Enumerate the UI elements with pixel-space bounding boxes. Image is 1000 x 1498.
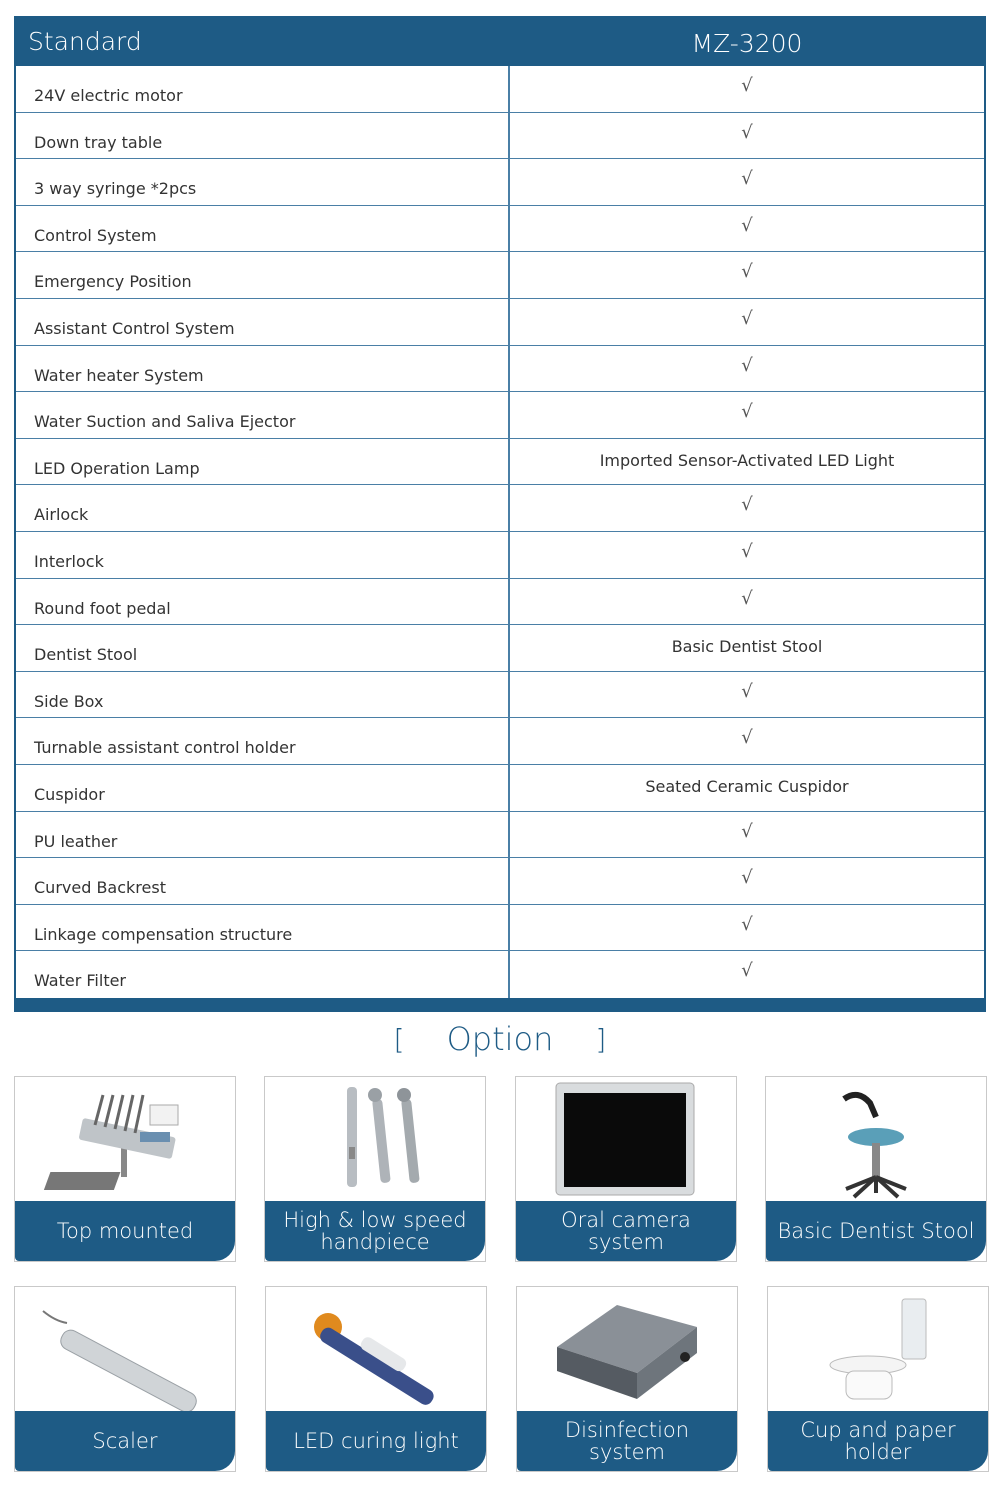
feature-cell: Airlock [16, 485, 510, 531]
header-standard: Standard [28, 27, 142, 56]
table-header [16, 18, 984, 66]
value-cell: Seated Ceramic Cuspidor [645, 776, 849, 796]
table-row [16, 159, 984, 206]
feature-cell: Interlock [16, 532, 510, 578]
table-row [16, 392, 984, 439]
value-cell: Imported Sensor-Activated LED Light [599, 450, 895, 470]
feature-cell: Cuspidor [16, 765, 510, 811]
option-label: Top mounted [15, 1201, 235, 1261]
handpiece-icon [265, 1077, 485, 1203]
cup-holder-icon [768, 1287, 988, 1413]
feature-cell: Linkage compensation structure [16, 905, 510, 951]
table-row [16, 485, 984, 532]
option-label: Oral camera system [516, 1201, 736, 1261]
option-card-disinfection[interactable] [516, 1286, 738, 1472]
table-row [16, 113, 984, 160]
feature-cell: 24V electric motor [16, 66, 510, 112]
scaler-icon [15, 1287, 235, 1413]
checkmark-icon: √ [741, 680, 753, 702]
checkmark-icon: √ [741, 727, 753, 749]
feature-cell: Control System [16, 206, 510, 252]
option-card-dentist-stool[interactable] [765, 1076, 987, 1262]
option-label: Cup and paper holder [768, 1411, 988, 1471]
checkmark-icon: √ [741, 960, 753, 982]
value-cell: Basic Dentist Stool [671, 637, 823, 657]
table-row [16, 672, 984, 719]
table-body [16, 66, 984, 998]
checkmark-icon: √ [741, 214, 753, 236]
feature-cell: Water Suction and Saliva Ejector [16, 392, 510, 438]
table-row [16, 66, 984, 113]
table-row [16, 718, 984, 765]
option-card-handpiece[interactable] [264, 1076, 486, 1262]
option-card-top-mounted[interactable] [14, 1076, 236, 1262]
option-card-oral-camera[interactable] [515, 1076, 737, 1262]
option-heading [0, 1018, 1000, 1058]
table-row [16, 625, 984, 672]
table-row [16, 579, 984, 626]
table-row [16, 858, 984, 905]
feature-cell: Emergency Position [16, 252, 510, 298]
feature-cell: Assistant Control System [16, 299, 510, 345]
checkmark-icon: √ [741, 540, 753, 562]
option-card-scaler[interactable] [14, 1286, 236, 1472]
feature-cell: Curved Backrest [16, 858, 510, 904]
feature-cell: 3 way syringe *2pcs [16, 159, 510, 205]
header-model: MZ-3200 [691, 29, 803, 58]
table-row [16, 532, 984, 579]
checkmark-icon: √ [741, 494, 753, 516]
table-row [16, 206, 984, 253]
bracket-right: ] [595, 1022, 607, 1056]
checkmark-icon: √ [741, 820, 753, 842]
option-card-curing-light[interactable] [265, 1286, 487, 1472]
feature-cell: Dentist Stool [16, 625, 510, 671]
table-row [16, 346, 984, 393]
checkmark-icon: √ [741, 354, 753, 376]
feature-cell: Round foot pedal [16, 579, 510, 625]
option-label: Scaler [15, 1411, 235, 1471]
feature-cell: LED Operation Lamp [16, 439, 510, 485]
checkmark-icon: √ [741, 75, 753, 96]
checkmark-icon: √ [741, 168, 753, 190]
disinfection-box-icon [517, 1287, 737, 1413]
feature-cell: Turnable assistant control holder [16, 718, 510, 764]
feature-cell: Down tray table [16, 113, 510, 159]
curing-light-icon [266, 1287, 486, 1413]
checkmark-icon: √ [741, 867, 753, 889]
feature-cell: Side Box [16, 672, 510, 718]
checkmark-icon: √ [741, 401, 753, 423]
bracket-left: [ [393, 1022, 405, 1056]
table-row [16, 252, 984, 299]
checkmark-icon: √ [741, 261, 753, 283]
table-row [16, 905, 984, 952]
table-row [16, 765, 984, 812]
table-row [16, 812, 984, 859]
monitor-icon [516, 1077, 736, 1203]
spec-table [14, 16, 986, 1012]
feature-cell: Water heater System [16, 346, 510, 392]
stool-icon [766, 1077, 986, 1203]
option-title: Option [446, 1020, 554, 1058]
table-row [16, 299, 984, 346]
option-label: LED curing light [266, 1411, 486, 1471]
table-row [16, 439, 984, 486]
option-label: Disinfection system [517, 1411, 737, 1471]
checkmark-icon: √ [741, 913, 753, 935]
checkmark-icon: √ [741, 307, 753, 329]
feature-cell: Water Filter [16, 951, 510, 998]
option-label: High & low speed handpiece [265, 1201, 485, 1261]
option-label: Basic Dentist Stool [766, 1201, 986, 1261]
option-card-cup-holder[interactable] [767, 1286, 989, 1472]
feature-cell: PU leather [16, 812, 510, 858]
checkmark-icon: √ [741, 121, 753, 143]
checkmark-icon: √ [741, 587, 753, 609]
top-mounted-instrument-tray-icon [15, 1077, 235, 1203]
table-row [16, 951, 984, 998]
